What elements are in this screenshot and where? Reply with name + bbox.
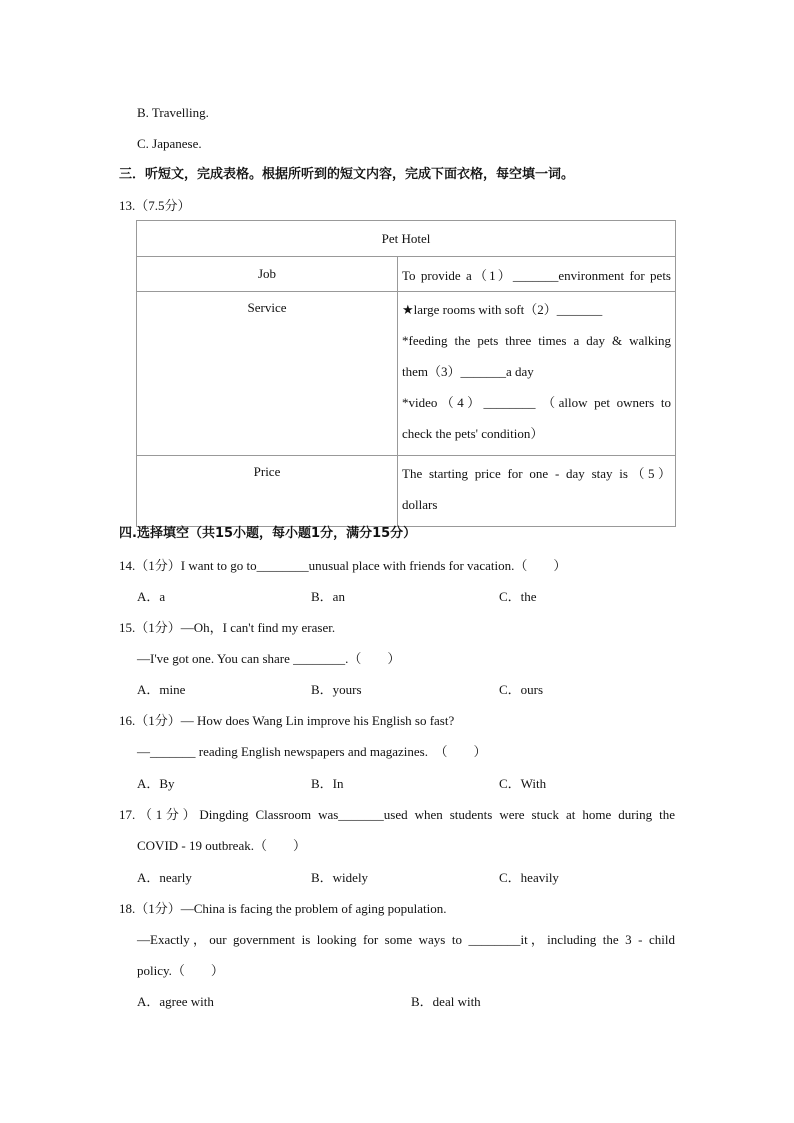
price-line-1: The starting price for one - day stay is（5） (402, 466, 671, 481)
question-18-stem-3: policy.（ ） (137, 963, 224, 978)
row-label-cell (137, 292, 398, 456)
pet-hotel-table (136, 220, 676, 527)
q14-option-a[interactable]: A．a (137, 589, 166, 604)
q16-option-a[interactable]: A．By (137, 776, 175, 791)
row-content-cell (398, 292, 676, 456)
q17-option-c[interactable]: C．heavily (499, 870, 559, 885)
table-row-price (137, 456, 676, 527)
row-content-cell (398, 456, 676, 527)
q15-option-b[interactable]: B．yours (311, 682, 362, 697)
row-label: Job (257, 266, 277, 281)
option-b-travelling: B. Travelling. (137, 105, 209, 120)
option-c-japanese: C. Japanese. (137, 136, 202, 151)
service-line-3: them（3）_______a day (402, 364, 534, 379)
q16-option-c[interactable]: C．With (499, 776, 547, 791)
job-text: To provide a（1）_______environment for pets (402, 267, 671, 283)
question-16-stem-1: 16.（1分）— How does Wang Lin improve his English so fast? (119, 713, 455, 728)
q16-option-b[interactable]: B．In (311, 776, 344, 791)
q14-option-b[interactable]: B．an (311, 589, 345, 604)
section-3-heading: 三．听短文，完成表格。根据所听到的短文内容，完成下面衣格，每空填一词。 (119, 167, 575, 182)
question-18-stem-2: —Exactly，our government is looking for some ways to ________it，including the 3 - child (137, 932, 675, 947)
question-17-stem-2: COVID - 19 outbreak.（ ） (137, 838, 306, 853)
q17-option-a[interactable]: A．nearly (137, 870, 192, 885)
row-label: Price (253, 464, 281, 479)
table-title: Pet Hotel (381, 230, 431, 246)
q15-option-c[interactable]: C．ours (499, 682, 544, 697)
row-label-cell (137, 456, 398, 527)
q18-option-b[interactable]: B．deal with (411, 994, 481, 1009)
price-line-2: dollars (402, 497, 438, 512)
question-17-stem-1: 17.（1分）Dingding Classroom was_______used when students were stuck at home during the (119, 807, 675, 822)
section-4-heading: 四.选择填空（共15小题，每小题1分，满分15分） (119, 526, 417, 541)
service-line-5: check the pets' condition） (402, 426, 544, 441)
table-row-service (137, 292, 676, 456)
table-row-job (137, 257, 676, 292)
q14-option-c[interactable]: C．the (499, 589, 537, 604)
row-label: Service (247, 300, 287, 315)
question-15-stem-2: —I've got one. You can share ________.（ ） (137, 651, 401, 666)
row-content-cell (398, 257, 676, 292)
row-label-cell (137, 257, 398, 292)
service-line-2: *feeding the pets three times a day & walking (402, 333, 671, 348)
service-line-1: ★large rooms with soft（2）_______ (402, 302, 603, 317)
table-title-cell (137, 221, 676, 257)
q17-option-b[interactable]: B．widely (311, 870, 369, 885)
q18-option-a[interactable]: A．agree with (137, 994, 214, 1009)
q15-option-a[interactable]: A．mine (137, 682, 186, 697)
service-line-4: *video（4）________ （allow pet owners to (402, 395, 671, 410)
question-14-stem: 14.（1分）I want to go to________unusual place with friends for vacation.（ ） (119, 558, 567, 573)
question-18-stem-1: 18.（1分）—China is facing the problem of aging population. (119, 901, 447, 916)
question-13-label: 13.（7.5分） (119, 198, 191, 213)
question-16-stem-2: —_______ reading English newspapers and magazines. （ ） (137, 744, 487, 759)
question-15-stem-1: 15.（1分）—Oh，I can't find my eraser. (119, 620, 336, 635)
